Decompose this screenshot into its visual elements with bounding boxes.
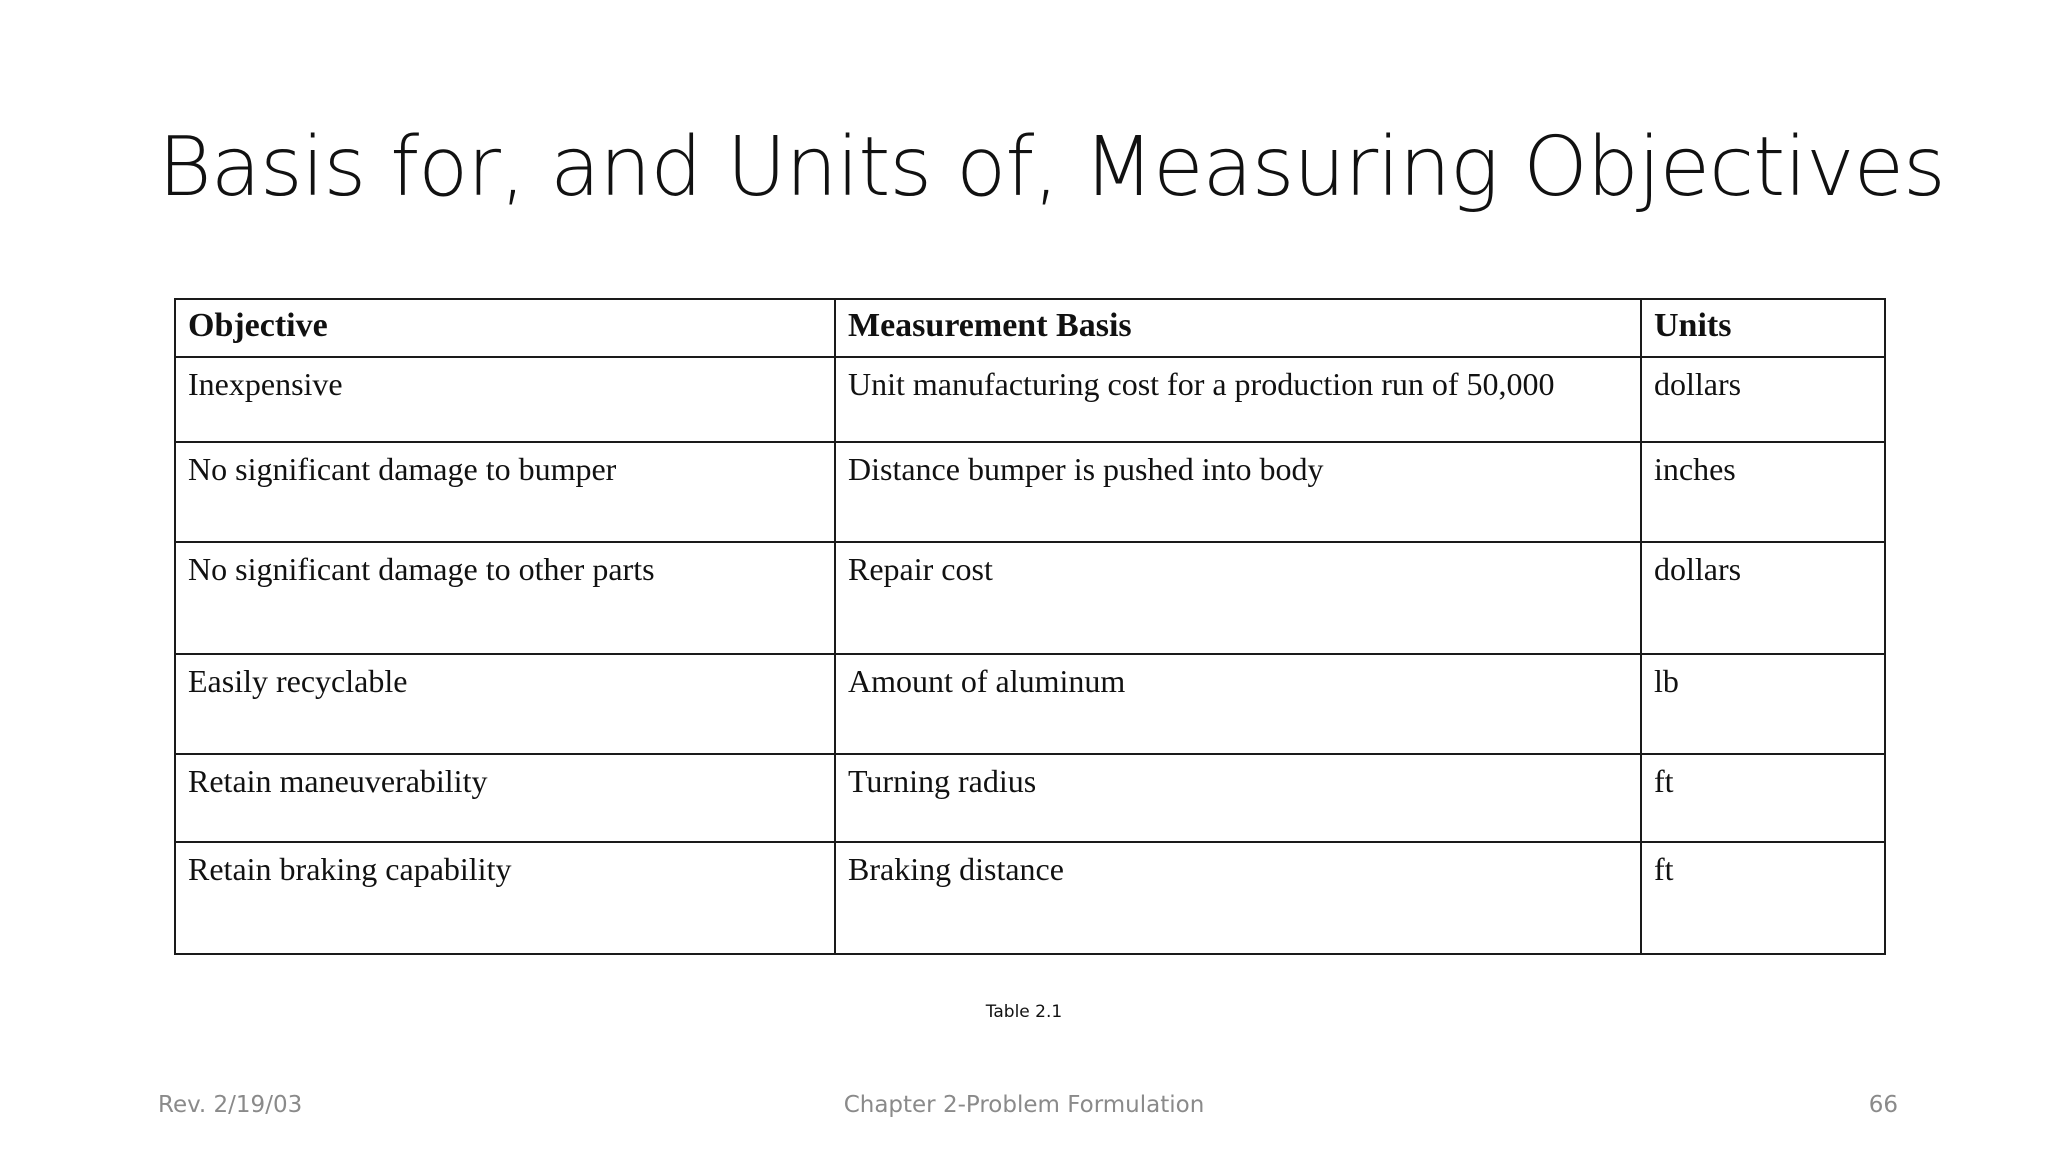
- header-units: Units: [1641, 299, 1885, 357]
- header-objective: Objective: [175, 299, 835, 357]
- slide-title: Basis for, and Units of, Measuring Objectives: [158, 120, 1945, 215]
- header-measurement-basis: Measurement Basis: [835, 299, 1641, 357]
- cell-objective: No significant damage to other parts: [175, 542, 835, 654]
- cell-objective: No significant damage to bumper: [175, 442, 835, 542]
- cell-measurement-basis: Unit manufacturing cost for a production run of 50,000: [835, 357, 1641, 442]
- cell-units: dollars: [1641, 357, 1885, 442]
- table-header-row: [175, 299, 1885, 357]
- cell-units: ft: [1641, 842, 1885, 954]
- footer-chapter: Chapter 2-Problem Formulation: [843, 1092, 1205, 1118]
- cell-units: dollars: [1641, 542, 1885, 654]
- table-row: [175, 842, 1885, 954]
- objectives-table-container: [174, 298, 1884, 955]
- table-row: [175, 654, 1885, 754]
- objectives-table: [174, 298, 1886, 955]
- cell-measurement-basis: Repair cost: [835, 542, 1641, 654]
- cell-measurement-basis: Braking distance: [835, 842, 1641, 954]
- cell-objective: Retain maneuverability: [175, 754, 835, 842]
- table-row: [175, 442, 1885, 542]
- table-caption: Table 2.1: [985, 1002, 1063, 1022]
- cell-measurement-basis: Turning radius: [835, 754, 1641, 842]
- footer-page-number: 66: [1868, 1092, 1898, 1118]
- cell-units: inches: [1641, 442, 1885, 542]
- cell-measurement-basis: Distance bumper is pushed into body: [835, 442, 1641, 542]
- cell-objective: Inexpensive: [175, 357, 835, 442]
- cell-units: ft: [1641, 754, 1885, 842]
- cell-objective: Retain braking capability: [175, 842, 835, 954]
- table-row: [175, 357, 1885, 442]
- cell-measurement-basis: Amount of aluminum: [835, 654, 1641, 754]
- table-row: [175, 542, 1885, 654]
- table-row: [175, 754, 1885, 842]
- cell-units: lb: [1641, 654, 1885, 754]
- cell-objective: Easily recyclable: [175, 654, 835, 754]
- footer-revision: Rev. 2/19/03: [158, 1092, 303, 1118]
